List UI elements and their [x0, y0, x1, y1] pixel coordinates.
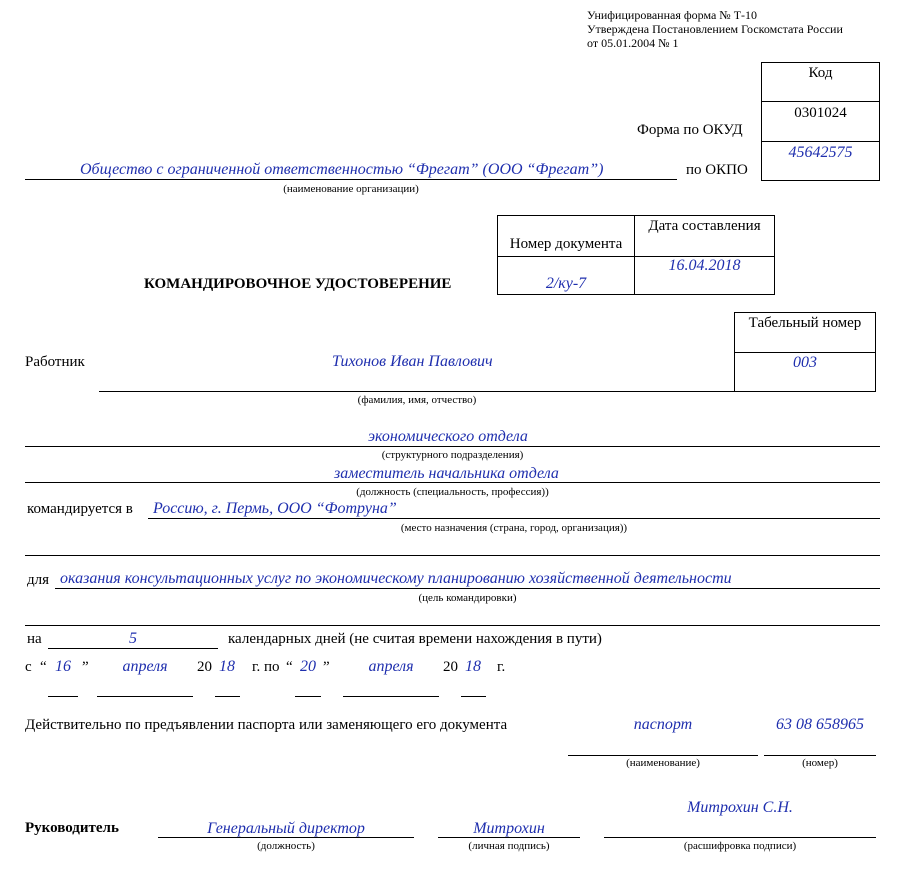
employee-label: Работник: [25, 354, 85, 370]
signature-label: Руководитель: [25, 820, 119, 836]
department-line: [25, 446, 880, 447]
signature-sign-line: [438, 837, 580, 838]
okud-code-cell: 0301024: [761, 101, 880, 142]
doc-date-value: 16.04.2018: [668, 257, 741, 274]
to-open-quote: “: [286, 659, 293, 675]
from-day: 16: [55, 658, 71, 675]
tab-number-cell: [734, 352, 876, 392]
doc-date-cell: [634, 256, 775, 295]
destination-line: [148, 518, 880, 519]
days-on-label: на: [27, 631, 42, 647]
from-close-quote: ”: [82, 659, 89, 675]
purpose-value: оказания консультационных услуг по экономическому планированию хозяйственной деятельности: [60, 570, 732, 587]
form-header-line2: Утверждена Постановлением Госкомстата России: [587, 22, 843, 36]
position-line: [25, 482, 880, 483]
to-close-quote: ”: [323, 659, 330, 675]
form-header: [587, 8, 843, 50]
to-day: 20: [300, 658, 316, 675]
purpose-extra-line: [25, 625, 880, 626]
days-line: [48, 648, 218, 649]
from-year-line: [215, 696, 240, 697]
position-value: заместитель начальника отдела: [334, 465, 559, 482]
organization-caption: (наименование организации): [283, 183, 419, 195]
destination-extra-line: [25, 555, 880, 556]
signature-sign-caption: (личная подпись): [468, 840, 550, 852]
organization-name: Общество с ограниченной ответственностью “Фрегат” (ООО “Фрегат”): [80, 161, 604, 178]
to-year-line: [461, 696, 486, 697]
signature-position-line: [158, 837, 414, 838]
passport-name-caption: (наименование): [626, 757, 700, 769]
signature-decoded-caption: (расшифровка подписи): [683, 840, 797, 852]
tab-number-value: 003: [793, 354, 817, 371]
doc-date-header-cell: [634, 215, 775, 257]
to-month-line: [343, 696, 439, 697]
destination-caption: (место назначения (страна, город, организация)): [400, 522, 628, 534]
purpose-line: [55, 588, 880, 589]
sent-to-label: командируется в: [27, 501, 133, 517]
passport-number: 63 08 658965: [776, 716, 864, 733]
doc-number-cell: [497, 256, 635, 295]
from-open-quote: “: [40, 659, 47, 675]
from-month: апреля: [122, 658, 168, 675]
to-day-line: [295, 696, 321, 697]
passport-label: Действительно по предъявлении паспорта или заменяющего его документа: [25, 717, 508, 733]
to-label: г. по: [252, 659, 280, 675]
okud-label: Форма по ОКУД: [637, 122, 743, 138]
doc-number-header: Номер документа: [509, 236, 623, 252]
okpo-code-cell: 45642575: [761, 141, 880, 181]
employee-name: Тихонов Иван Павлович: [332, 353, 493, 370]
days-value: 5: [129, 630, 137, 647]
tab-number-header: Табельный номер: [748, 315, 862, 331]
passport-number-caption: (номер): [802, 757, 838, 769]
from-year: 18: [219, 658, 235, 675]
department-value: экономического отдела: [368, 428, 528, 445]
from-label: с: [25, 659, 32, 675]
from-day-line: [48, 696, 78, 697]
passport-name-line: [568, 755, 758, 756]
purpose-caption: (цель командировки): [418, 592, 517, 604]
employee-name-caption: (фамилия, имя, отчество): [357, 394, 477, 406]
from-year-prefix: 20: [197, 659, 212, 675]
code-column-header: Код: [761, 62, 880, 102]
document-title: КОМАНДИРОВОЧНОЕ УДОСТОВЕРЕНИЕ: [144, 276, 452, 292]
signature-decoded-line: [604, 837, 876, 838]
form-header-line1: Унифицированная форма № Т-10: [587, 8, 758, 22]
signature-decoded: Митрохин С.Н.: [687, 799, 793, 816]
signature-position-caption: (должность): [257, 840, 315, 852]
days-text: календарных дней (не считая времени нахождения в пути): [228, 631, 602, 647]
organization-line: [25, 179, 677, 180]
signature-sign: Митрохин: [473, 820, 545, 837]
doc-date-header: Дата составления: [648, 218, 761, 234]
position-caption: (должность (специальность, профессия)): [356, 486, 549, 498]
signature-position: Генеральный директор: [207, 820, 365, 837]
destination-value: Россию, г. Пермь, ООО “Фотруна”: [153, 500, 397, 517]
from-month-line: [97, 696, 193, 697]
doc-number-header-cell: [497, 215, 635, 257]
to-year: 18: [465, 658, 481, 675]
form-header-line3: от 05.01.2004 № 1: [587, 36, 679, 50]
purpose-label: для: [27, 572, 50, 588]
to-month: апреля: [368, 658, 414, 675]
passport-number-line: [764, 755, 876, 756]
doc-number-value: 2/ку-7: [545, 275, 587, 292]
tab-number-header-cell: [734, 312, 876, 353]
to-year-prefix: 20: [443, 659, 458, 675]
passport-name: паспорт: [633, 716, 693, 733]
year-suffix: г.: [497, 659, 506, 675]
department-caption: (структурного подразделения): [381, 449, 524, 461]
okpo-label: по ОКПО: [686, 162, 748, 178]
